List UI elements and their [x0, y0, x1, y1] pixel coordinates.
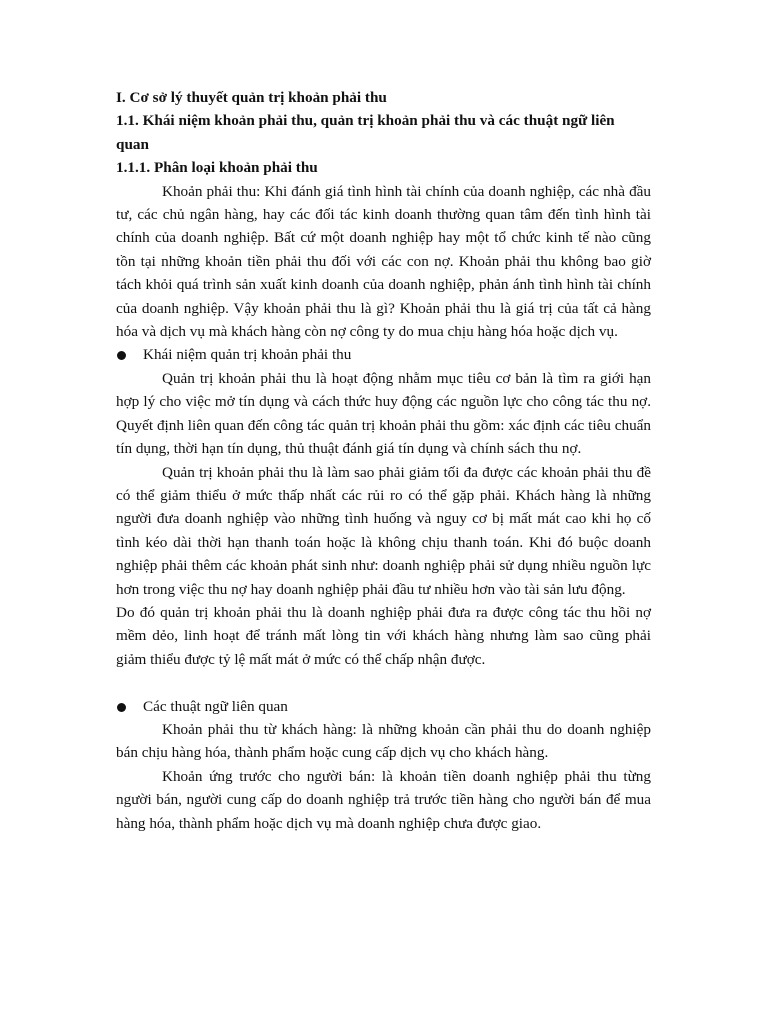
paragraph-management-definition: Quản trị khoản phải thu là hoạt động nhằm mục tiêu cơ bản là tìm ra giới hạn hợp lý cho việc mở tín dụng và cách thức huy động các nguồn lực cho công tác thu nợ. Quyết định liên quan đến công tác quản trị khoản phải thu gồm: xác định các tiêu chuẩn tín dụng, thời hạn tín dụng, thủ thuật đánh giá tín dụng và chính sách thu nợ. [116, 369, 651, 458]
subsection-heading: 1.1. Khái niệm khoản phải thu, quản trị khoản phải thu và các thuật ngữ liên quan [116, 112, 615, 153]
paragraph-customer-receivables: Khoản phải thu từ khách hàng: là những khoản cần phải thu do doanh nghiệp bán chịu hàng hóa, thành phẩm hoặc cung cấp dịch vụ cho khách hàng. [116, 720, 651, 762]
section-heading: I. Cơ sở lý thuyết quản trị khoản phải thu [116, 89, 387, 106]
bullet-label: Khái niệm quản trị khoản phải thu [143, 346, 352, 364]
subsubsection-heading: 1.1.1. Phân loại khoản phải thu [116, 159, 318, 177]
paragraph-supplier-advances: Khoản ứng trước cho người bán: là khoản tiền doanh nghiệp phải thu từng người bán, người cung cấp do doanh nghiệp trả trước tiền hàng cho người bán để mua hàng hóa, thành phẩm hoặc dịch vụ mà doanh nghiệp chưa được giao. [116, 767, 651, 832]
bullet-icon [117, 351, 126, 360]
bullet-icon [117, 703, 126, 712]
paragraph-receivables-definition: Khoản phải thu: Khi đánh giá tình hình tài chính của doanh nghiệp, các nhà đầu tư, các chủ ngân hàng, hay các đối tác kinh doanh thường quan tâm đến tình hình tài chính của doanh nghiệp. Bất cứ một doanh nghiệp hay một tổ chức kinh tế nào cũng tồn tại những khoản tiền phải thu đối với các con nợ. Khoản phải thu không bao giờ tách khỏi quá trình sản xuất kinh doanh của doanh nghiệp, phản ánh tình hình tài chính của doanh nghiệp. Vậy khoản phải thu là gì? Khoản phải thu là giá trị của tất cả hàng hóa và dịch vụ mà khách hàng còn nợ công ty do mua chịu hàng hóa hoặc dịch vụ. [116, 182, 651, 341]
paragraph-management-goal: Quản trị khoản phải thu là làm sao phải giảm tối đa được các khoản phải thu đề có thể giảm thiểu ở mức thấp nhất các rủi ro có thể gặp phải. Khách hàng là những người đưa doanh nghiệp vào những tình huống và nguy cơ bị mất mát cao khi họ cố tình kéo dài thời hạn thanh toán hoặc là không chịu thanh toán. Khi đó buộc doanh nghiệp phải thêm các khoản phát sinh như: doanh nghiệp phải sử dụng nhiều nguồn lực hơn trong việc thu nợ hay doanh nghiệp phải đầu tư nhiều hơn vào tài sản lưu động. [116, 463, 651, 598]
blank-line [116, 671, 651, 694]
paragraph-management-conclusion: Do đó quản trị khoản phải thu là doanh nghiệp phải đưa ra được công tác thu hồi nợ mềm dẻo, linh hoạt để tránh mất lòng tin với khách hàng nhưng làm sao cũng phải giảm thiểu được tỷ lệ mất mát ở mức có thể chấp nhận được. [116, 603, 651, 668]
document-page [116, 86, 651, 835]
bullet-item-related-terms [116, 695, 651, 718]
bullet-item-management-concept [116, 343, 651, 366]
bullet-label: Các thuật ngữ liên quan [143, 697, 288, 715]
